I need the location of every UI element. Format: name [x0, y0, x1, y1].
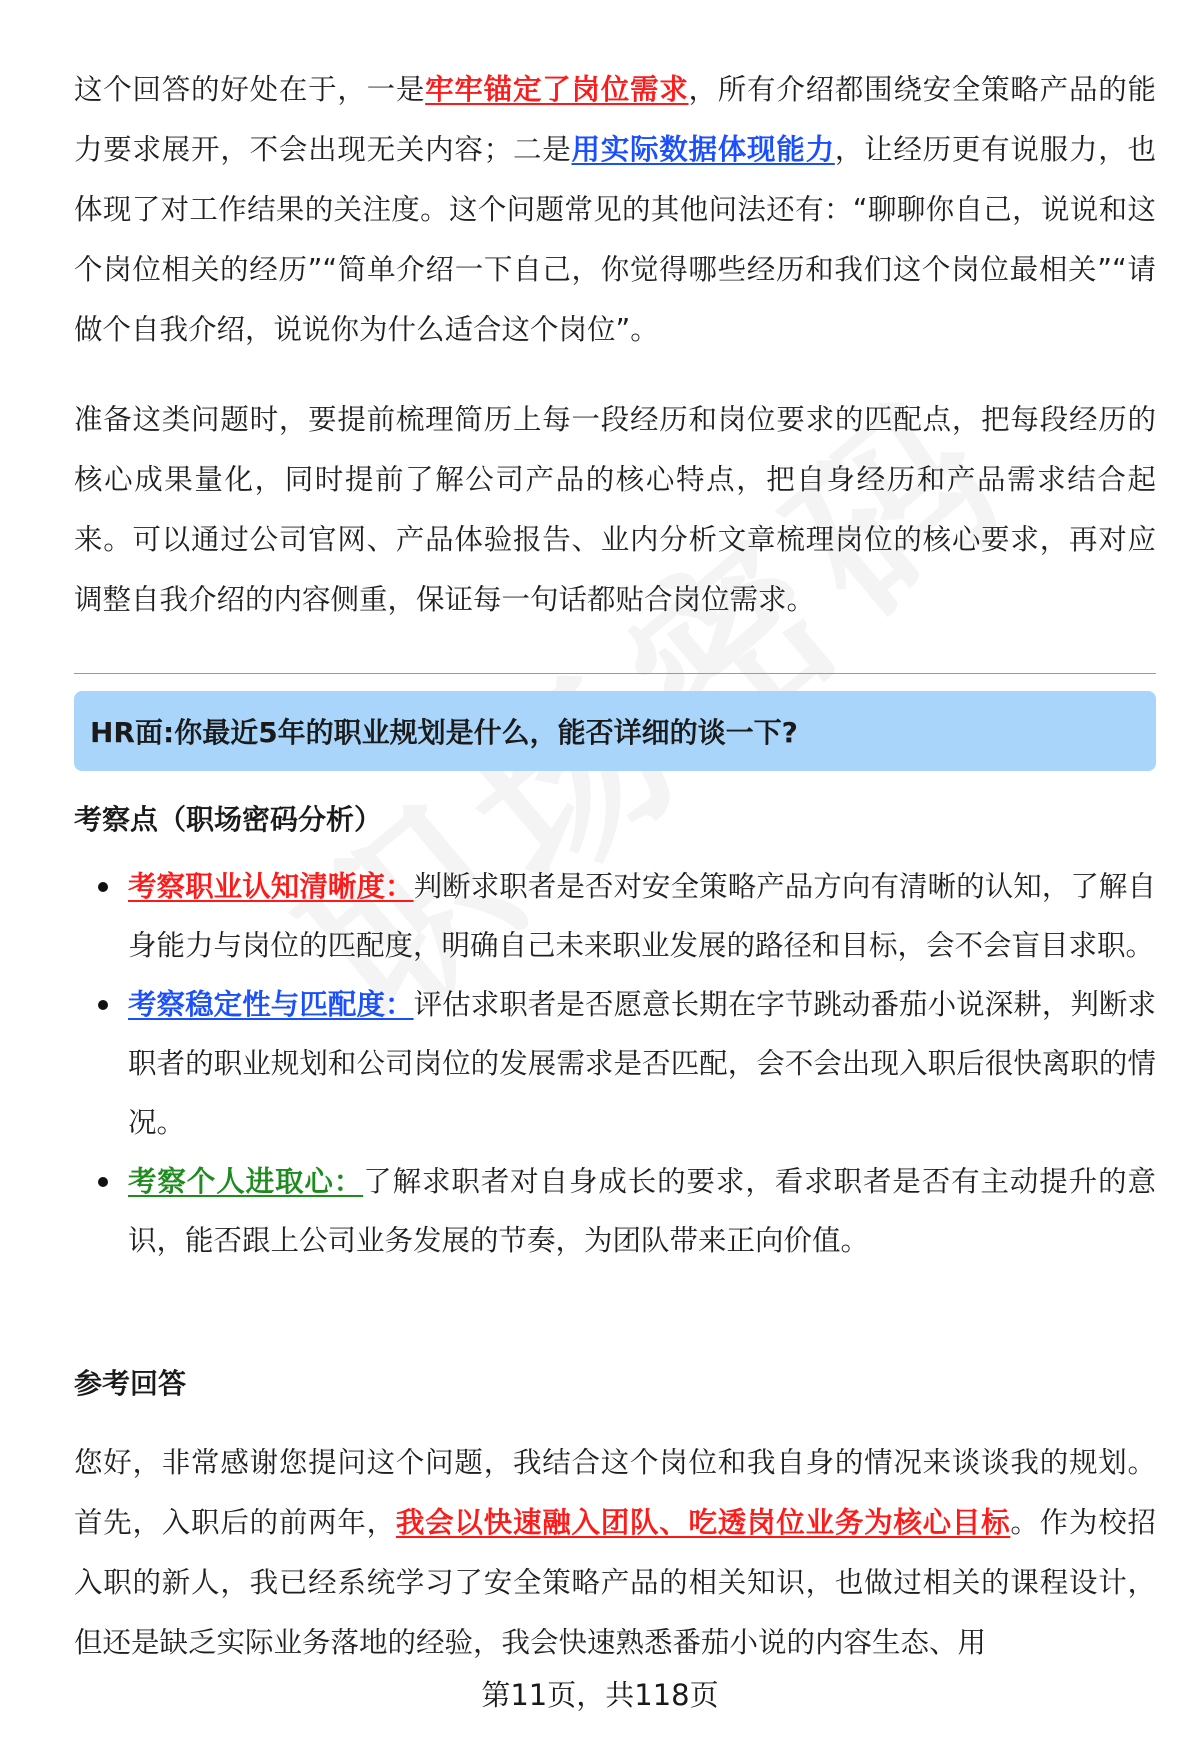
- intro-paragraph-1: [74, 60, 1156, 360]
- question-box: [74, 691, 1156, 771]
- text-span: ，让经历更有说服力，也体现了对工作结果的关注度。这个问题常见的其他问法还有：“聊聊你自己，说说和这个岗位相关的经历”“简单介绍一下自己，你觉得哪些经历和我们这个岗位最相关”“请做个自我介绍，说说你为什么适合这个岗位”。: [74, 133, 1156, 346]
- bullet-dot-icon: [98, 1000, 108, 1010]
- highlight-data-ability: 用实际数据体现能力: [571, 133, 835, 166]
- highlight-core-goal: 我会以快速融入团队、吃透岗位业务为核心目标: [395, 1506, 1011, 1539]
- answer-paragraph: [74, 1433, 1156, 1673]
- list-item: [74, 1152, 1156, 1270]
- intro-section: [74, 60, 1156, 630]
- text-span: 您好，非常感谢您提问这个问题，我结合这个岗位和我自身的情况来谈谈我的规划。首先，入职后的前两年，: [74, 1446, 1156, 1539]
- text-span: 这个回答的好处在于，一是: [74, 73, 426, 106]
- bullet-dot-icon: [98, 1177, 108, 1187]
- list-item: [74, 975, 1156, 1152]
- bullet-dot-icon: [98, 882, 108, 892]
- list-item: [74, 857, 1156, 975]
- answer-section: [74, 1433, 1156, 1673]
- bullet-text: 评估求职者是否愿意长期在字节跳动番茄小说深耕，判断求职者的职业规划和公司岗位的发展需求是否匹配，会不会出现入职后很快离职的情况。: [128, 988, 1156, 1139]
- text-span: 。作为校招入职的新人，我已经系统学习了安全策略产品的相关知识，也做过相关的课程设计，但还是缺乏实际业务落地的经验，我会快速熟悉番茄小说的内容生态、用: [74, 1506, 1156, 1659]
- answer-heading: 参考回答: [74, 1367, 187, 1400]
- bullet-label: 考察职业认知清晰度：: [128, 870, 414, 903]
- question-title: HR面:你最近5年的职业规划是什么，能否详细的谈一下?: [90, 716, 798, 749]
- section-divider: [74, 673, 1156, 674]
- bullet-text: 了解求职者对自身成长的要求，看求职者是否有主动提升的意识，能否跟上公司业务发展的节奏，为团队带来正向价值。: [128, 1165, 1156, 1257]
- page-number: 第11页，共118页: [481, 1678, 719, 1712]
- analysis-heading: 考察点（职场密码分析）: [74, 803, 383, 836]
- highlight-anchor-requirements: 牢牢锚定了岗位需求: [425, 73, 689, 106]
- bullet-label: 考察稳定性与匹配度：: [128, 988, 414, 1021]
- bullet-label: 考察个人进取心：: [128, 1165, 364, 1198]
- intro-paragraph-2: 准备这类问题时，要提前梳理简历上每一段经历和岗位要求的匹配点，把每段经历的核心成果量化，同时提前了解公司产品的核心特点，把自身经历和产品需求结合起来。可以通过公司官网、产品体验报告、业内分析文章梳理岗位的核心要求，再对应调整自我介绍的内容侧重，保证每一句话都贴合岗位需求。: [74, 403, 1156, 616]
- text-span: ，所有介绍都围绕安全策略产品的能力要求展开，不会出现无关内容；二是: [74, 73, 1156, 166]
- bullet-text: 判断求职者是否对安全策略产品方向有清晰的认知，了解自身能力与岗位的匹配度，明确自己未来职业发展的路径和目标，会不会盲目求职。: [128, 870, 1156, 962]
- analysis-list: [74, 857, 1156, 1270]
